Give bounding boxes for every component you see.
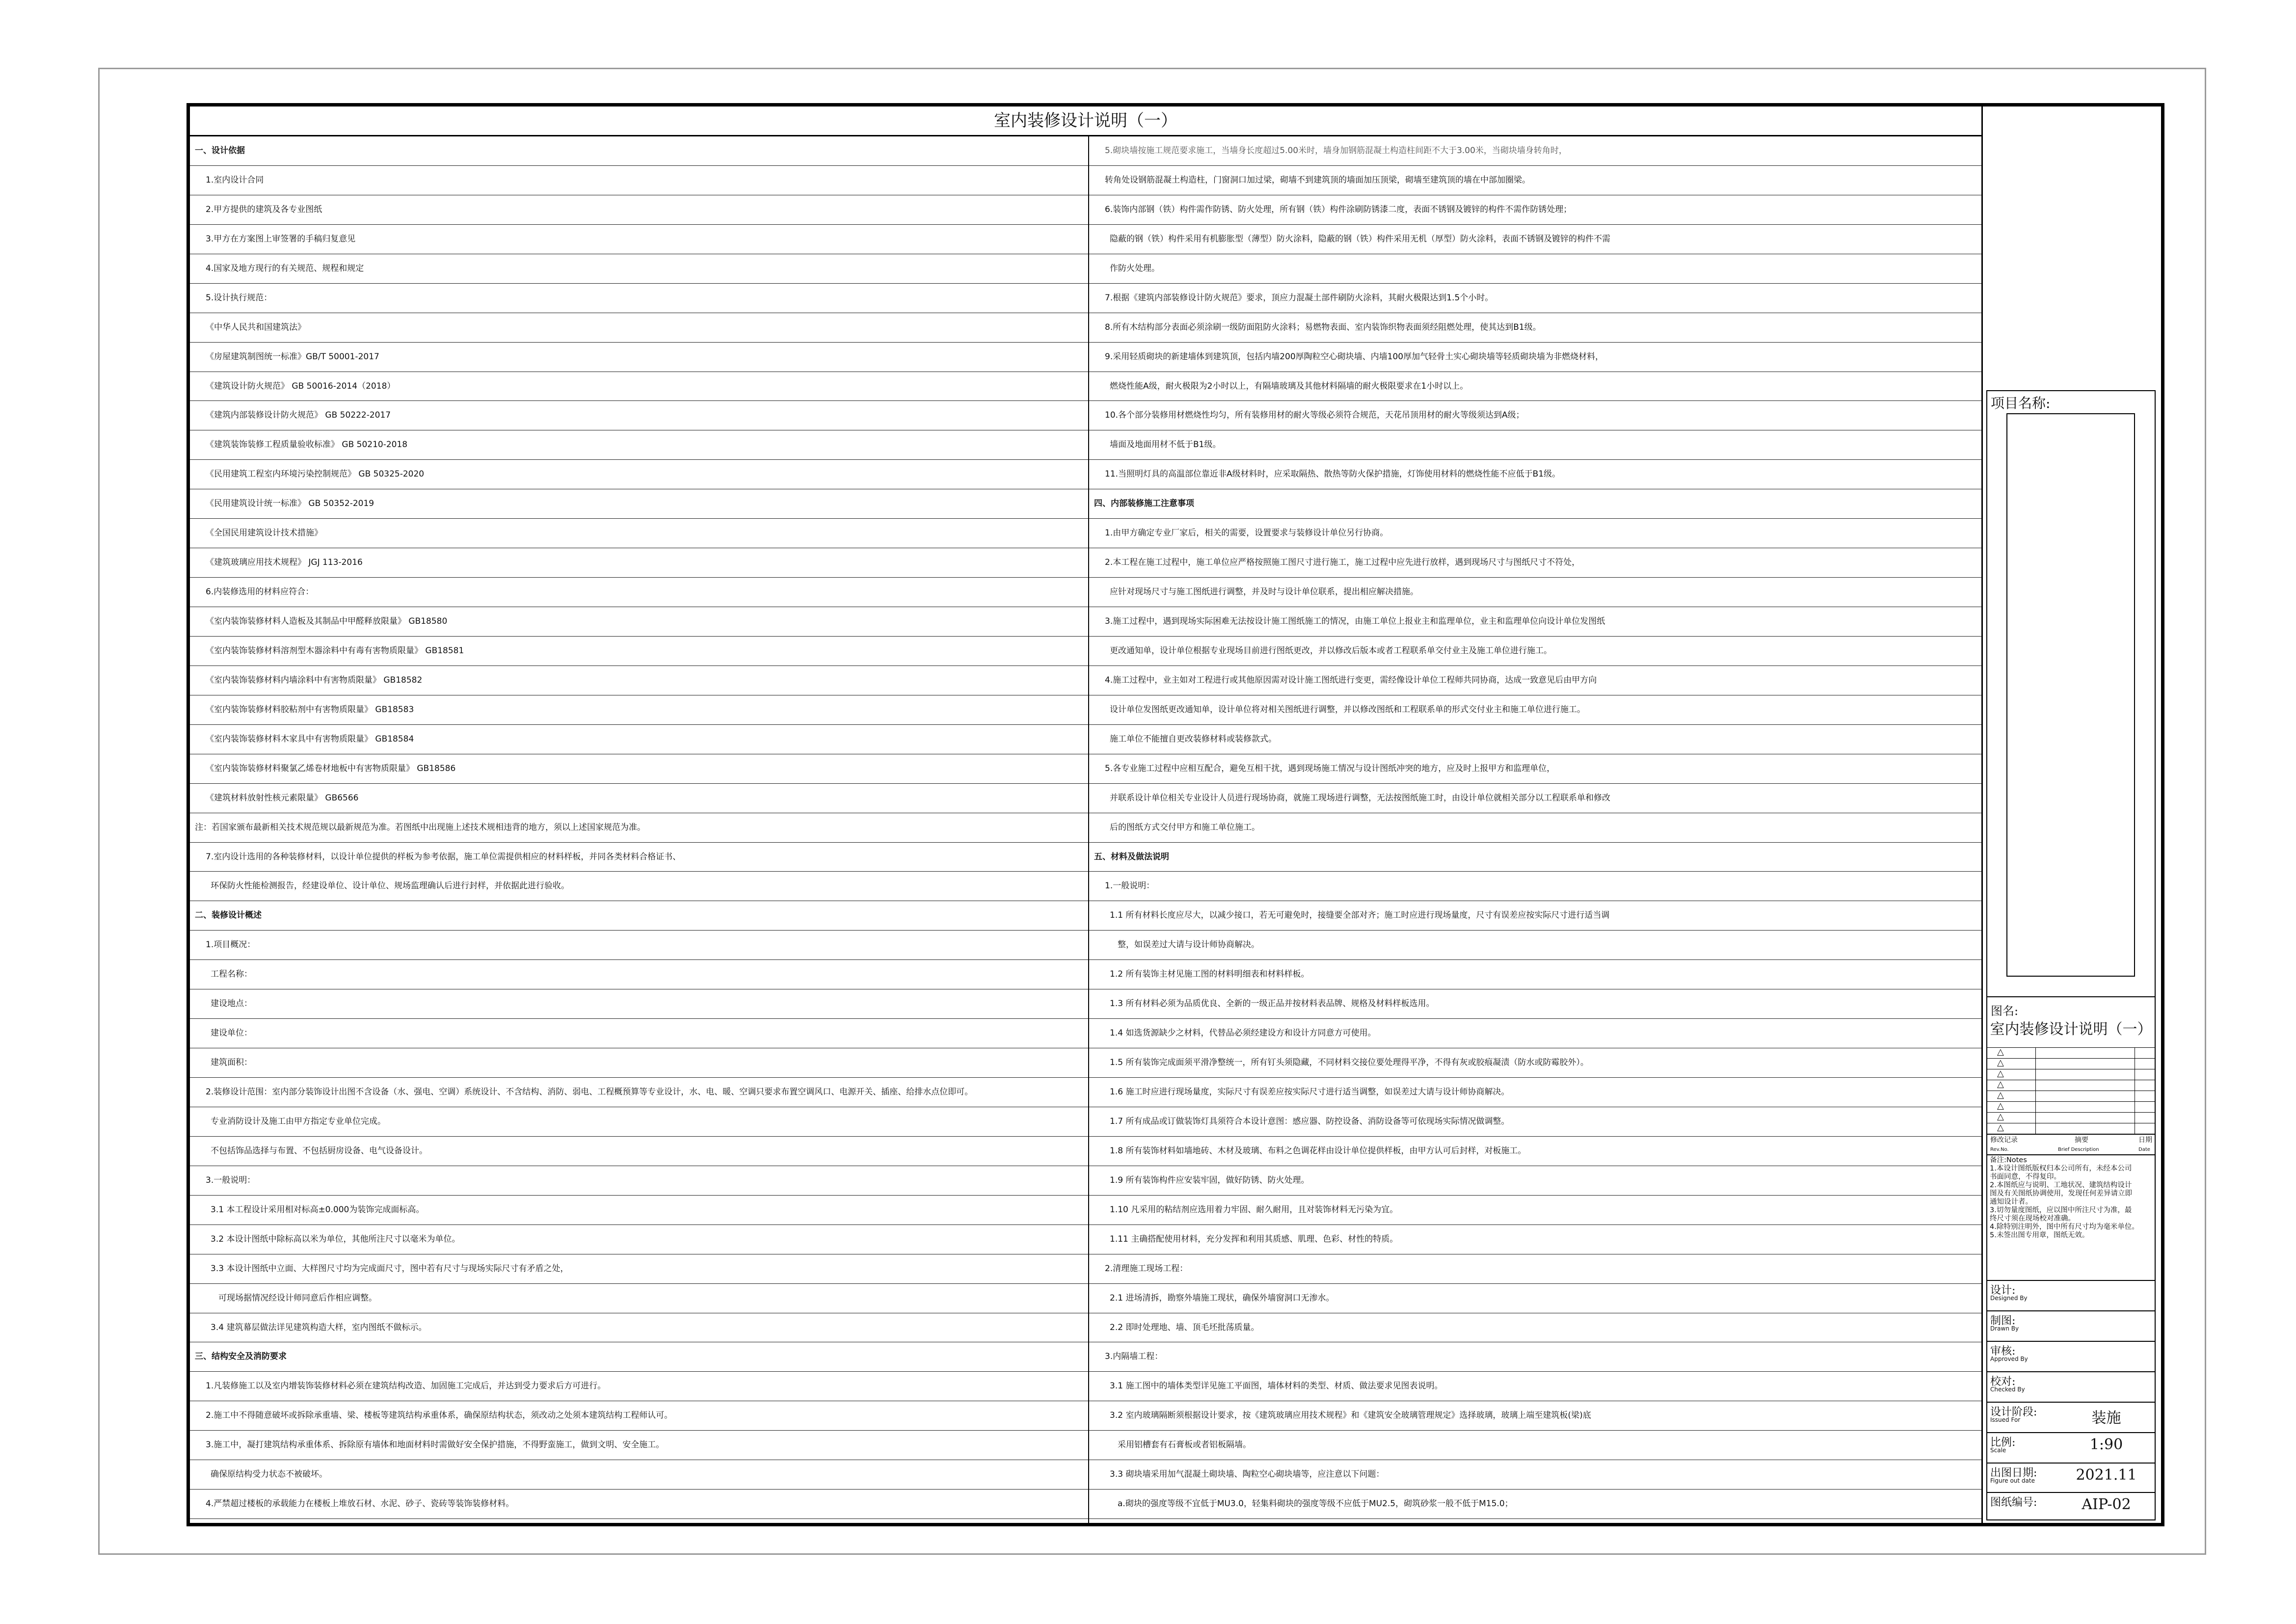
title-field (1986, 1463, 2156, 1492)
right-column (1089, 136, 1981, 1523)
spec-line: 3.甲方在方案图上审签署的手稿归复意见 (190, 225, 1088, 254)
title-field (1986, 1402, 2156, 1432)
field-label: 出图日期: (1990, 1467, 2037, 1479)
brief-description-label-en: Brief Description (2058, 1147, 2099, 1152)
title-block-divider (1986, 996, 2156, 997)
note-line: 1.本设计图纸版权归本公司所有，未经本公司 (1990, 1165, 2132, 1172)
date-label-en: Date (2138, 1147, 2150, 1152)
spec-line: 1.11 主确搭配使用材料，充分发挥和利用其质感、肌理、色彩、材性的特质。 (1089, 1225, 1981, 1254)
field-label: 图纸编号: (1990, 1496, 2037, 1509)
revision-row (1986, 1123, 2156, 1134)
spec-line: 应针对现场尺寸与施工图纸进行调整，并及时与设计单位联系，提出相应解决措施。 (1089, 578, 1981, 607)
spec-line: 4.施工过程中，业主如对工程进行或其他原因需对设计施工图纸进行变更，需经像设计单位工程师共同协商，达成一致意见后由甲方向 (1089, 666, 1981, 695)
field-label-en: Approved By (1990, 1356, 2028, 1362)
spec-line: 3.施工过程中，遇到现场实际困难无法按设计施工图纸施工的情况，由施工单位上报业主和监理单位，业主和监理单位向设计单位发图纸 (1089, 607, 1981, 637)
spec-line: 专业消防设计及施工由甲方指定专业单位完成。 (190, 1107, 1088, 1137)
spec-line: 四、内部装修施工注意事项 (1089, 489, 1981, 519)
title-field (1986, 1341, 2156, 1371)
spec-line: 三、结构安全及消防要求 (190, 1342, 1088, 1372)
spec-line: 4.国家及地方现行的有关规范、规程和规定 (190, 254, 1088, 284)
spec-line: 5.设计执行规范： (190, 284, 1088, 313)
notes-block (1990, 1156, 2155, 1240)
spec-line: 1.5 所有装饰完成面须平滑净整统一，所有钉头须隐藏，不同材料交接位要处理得平净，不得有灰或胶痕凝渍（防水或防霉胶外）。 (1089, 1048, 1981, 1078)
spec-line: 墙面及地面用材不低于B1级。 (1089, 430, 1981, 460)
spec-line: 8.所有木结构部分表面必须涂刷一级防面阻防火涂料；易燃物表面、室内装饰织物表面须经阻燃处理，使其达到B1级。 (1089, 313, 1981, 343)
revision-row (1986, 1080, 2156, 1091)
revision-triangle-icon: △ (1997, 1079, 2004, 1090)
spec-line: 3.1 本工程设计采用相对标高±0.000为装饰完成面标高。 (190, 1196, 1088, 1225)
spec-line: 6.装饰内部钢（铁）构件需作防锈、防火处理，所有钢（铁）构件涂刷防锈漆二度，表面不锈钢及镀锌的构件不需作防锈处理； (1089, 195, 1981, 225)
spec-line: 后的图纸方式交付甲方和施工单位施工。 (1089, 813, 1981, 843)
note-line: 图及有关图纸协调使用，发现任何差异请立即 (1990, 1190, 2132, 1198)
field-label-en: Drawn By (1990, 1325, 2019, 1332)
spec-line: 3.2 室内玻璃隔断须根据设计要求，按《建筑玻璃应用技术规程》和《建筑安全玻璃管理规定》选择玻璃，玻璃上端至建筑板(梁)底 (1089, 1401, 1981, 1431)
revision-row (1986, 1091, 2156, 1101)
field-value: 2021.11 (2076, 1466, 2137, 1484)
sheet-title: 室内装修设计说明（一） (190, 106, 1981, 136)
spec-line: 二、装修设计概述 (190, 901, 1088, 931)
field-label: 设计阶段: (1990, 1406, 2037, 1418)
spec-line: 2.1 进场清拆，勘察外墙施工现状，确保外墙窗洞口无渗水。 (1089, 1284, 1981, 1313)
title-field (1986, 1280, 2156, 1310)
spec-line: 《建筑设计防火规范》 GB 50016-2014（2018） (190, 372, 1088, 401)
spec-line: 3.4 建筑幕层做法详见建筑构造大样，室内图纸不做标示。 (190, 1313, 1088, 1343)
spec-line: a.砌块的强度等级不宜低于MU3.0，轻集料砌块的强度等级不应低于MU2.5，砌筑砂浆一般不低于M15.0； (1089, 1490, 1981, 1519)
field-label: 设计: (1990, 1284, 2016, 1297)
date-label: 日期 (2138, 1136, 2152, 1144)
field-label: 比例: (1990, 1437, 2016, 1449)
revision-triangle-icon: △ (1997, 1090, 2004, 1100)
field-value: AIP-02 (2082, 1496, 2131, 1513)
spec-line: 整，如误差过大请与设计师协商解决。 (1089, 931, 1981, 960)
spec-line: 《建筑材料放射性核元素限量》 GB6566 (190, 784, 1088, 813)
spec-line: 3.1 施工图中的墙体类型详见施工平面图，墙体材料的类型、材质、做法要求见图表说明。 (1089, 1372, 1981, 1401)
spec-line: 2.甲方提供的建筑及各专业图纸 (190, 195, 1088, 225)
project-name-label: 项目名称: (1991, 395, 2051, 411)
spec-line: 《建筑装饰装修工程质量验收标准》 GB 50210-2018 (190, 430, 1088, 460)
field-label: 审核: (1990, 1345, 2016, 1358)
project-name-box (2006, 413, 2135, 977)
spec-line: 6.内装修选用的材料应符合： (190, 578, 1088, 607)
spec-line: 9.采用轻质砌块的新建墙体到建筑顶，包括内墙200厚陶粒空心砌块墙、内墙100厚加气轻骨土实心砌块墙等轻质砌块墙为非燃烧材料， (1089, 343, 1981, 372)
spec-line: 2.2 即时处理地、墙、顶毛坯批荡质量。 (1089, 1313, 1981, 1343)
rev-no-label-en: Rev.No. (1990, 1147, 2009, 1152)
revision-row (1986, 1069, 2156, 1080)
field-label: 制图: (1990, 1315, 2016, 1327)
field-value: 装施 (2091, 1410, 2121, 1427)
spec-line: 5.各专业施工过程中应相互配合，避免互相干扰，遇到现场施工情况与设计图纸冲突的地方，应及时上报甲方和监理单位， (1089, 754, 1981, 784)
spec-line: 10.各个部分装修用材燃烧性均匀，所有装修用材的耐火等级必须符合规范，天花吊顶用材的耐火等级须达到A级； (1089, 401, 1981, 430)
drawing-name-label: 图名: (1991, 1004, 2019, 1018)
revision-header (1986, 1134, 2156, 1155)
spec-line: 3.内隔墙工程： (1089, 1342, 1981, 1372)
spec-line: 《室内装饰装修材料聚氯乙烯卷材地板中有害物质限量》 GB18586 (190, 754, 1088, 784)
spec-line: 2.施工中不得随意破坏或拆除承重墙、梁、楼板等建筑结构承重体系，确保原结构状态，须改动之处须本建筑结构工程师认可。 (190, 1401, 1088, 1431)
spec-line: 《民用建筑设计统一标准》 GB 50352-2019 (190, 489, 1088, 519)
spec-line: 3.一般说明： (190, 1166, 1088, 1196)
revision-row (1986, 1058, 2156, 1069)
spec-line: 《室内装饰装修材料胶粘剂中有害物质限量》 GB18583 (190, 695, 1088, 725)
spec-line: 五、材料及做法说明 (1089, 843, 1981, 872)
note-line: 5.未签出图专用章，图纸无效。 (1990, 1231, 2089, 1239)
spec-line: 燃烧性能A级，耐火极限为2小时以上，有隔墙玻璃及其他材料隔墙的耐火极限要求在1小时以上。 (1089, 372, 1981, 401)
title-field (1986, 1371, 2156, 1402)
spec-line: 11.当照明灯具的高温部位靠近非A级材料时，应采取隔热、散热等防火保护措施，灯饰使用材料的燃烧性能不应低于B1级。 (1089, 460, 1981, 489)
spec-line: 环保防火性能检测报告，经建设单位、设计单位、规场监理确认后进行封样，并依据此进行验收。 (190, 872, 1088, 901)
spec-line: 《民用建筑工程室内环境污染控制规范》 GB 50325-2020 (190, 460, 1088, 489)
spec-line: 2.本工程在施工过程中，施工单位应严格按照施工图尺寸进行施工，施工过程中应先进行放样，遇到现场尺寸与图纸尺寸不符处， (1089, 548, 1981, 578)
spec-line: 1.1 所有材料长度应尽大，以减少接口，若无可避免时，接缝要全部对齐；施工时应进行现场量度，尺寸有误差应按实际尺寸进行适当调 (1089, 901, 1981, 931)
revision-triangle-icon: △ (1997, 1101, 2004, 1111)
spec-line: 1.4 如选货源缺少之材料，代替品必须经建设方和设计方同意方可使用。 (1089, 1019, 1981, 1048)
drawing-name: 室内装修设计说明（一） (1990, 1021, 2152, 1038)
spec-line: 可现场据情况经设计师同意后作相应调整。 (190, 1284, 1088, 1313)
field-label-en: Designed By (1990, 1295, 2028, 1302)
spec-line: 1.7 所有成品或订做装饰灯具须符合本设计意图：感应器、防控设备、消防设备等可依现场实际情况做调整。 (1089, 1107, 1981, 1137)
spec-line: 《全国民用建筑设计技术措施》 (190, 519, 1088, 548)
note-line: 书面同意，不得复印。 (1990, 1173, 2061, 1181)
spec-line: 7.室内设计选用的各种装修材料，以设计单位提供的样板为参考依据，施工单位需提供相应的材料样板，并同各类材料合格证书、 (190, 843, 1088, 872)
spec-line: 1.9 所有装饰构件应安装牢固，做好防锈、防火处理。 (1089, 1166, 1981, 1196)
spec-line: 《室内装饰装修材料人造板及其制品中甲醛释放限量》 GB18580 (190, 607, 1088, 637)
field-label-en: Scale (1990, 1447, 2006, 1454)
field-label-en: Checked By (1990, 1386, 2025, 1393)
spec-line: 《房屋建筑制图统一标准》GB/T 50001-2017 (190, 343, 1088, 372)
note-line: 2.本图纸应与说明、工地状况、建筑结构设计 (1990, 1181, 2132, 1189)
spec-line: 1.一般说明： (1089, 872, 1981, 901)
spec-line: 1.由甲方确定专业厂家后，相关的需要，设置要求与装修设计单位另行协商。 (1089, 519, 1981, 548)
spec-line: 确保原结构受力状态不被破坏。 (190, 1460, 1088, 1490)
title-field (1986, 1310, 2156, 1341)
revision-triangle-icon: △ (1997, 1058, 2004, 1068)
revision-triangle-icon: △ (1997, 1112, 2004, 1122)
field-value: 1:90 (2089, 1436, 2123, 1453)
spec-line: 3.3 砌块墙采用加气混凝土砌块墙、陶粒空心砌块墙等，应注意以下问题： (1089, 1460, 1981, 1490)
spec-line: 5.砌块墙按施工规范要求施工，当墙身长度超过5.00米时，墙身加钢筋混凝土构造柱间距不大于3.00米，当砌块墙身转角时， (1089, 136, 1981, 166)
spec-line: 1.8 所有装饰材料如墙地砖、木材及玻璃、布料之色调花样由设计单位提供样板，由甲方认可后封样，对板施工。 (1089, 1137, 1981, 1166)
spec-line: 1.2 所有装饰主材见施工图的材料明细表和材料样板。 (1089, 960, 1981, 989)
spec-line: 并联系设计单位相关专业设计人员进行现场协商，就施工现场进行调整，无法按图纸施工时，由设计单位就相关部分以工程联系单和修改 (1089, 784, 1981, 813)
brief-description-label: 摘要 (2075, 1136, 2088, 1144)
spec-line: 工程名称： (190, 960, 1088, 989)
spec-line: 建设单位： (190, 1019, 1088, 1048)
spec-line: 1.项目概况： (190, 931, 1088, 960)
spec-line: 建筑面积： (190, 1048, 1088, 1078)
spec-line: 1.10 凡采用的粘结剂应选用着力牢固、耐久耐用，且对装饰材料无污染为宜。 (1089, 1196, 1981, 1225)
field-label: 校对: (1990, 1376, 2016, 1388)
spec-line: 转角处设钢筋混凝土构造柱，门窗洞口加过梁，砌墙不到建筑顶的墙面加压顶梁，砌墙至建筑顶的墙在中部加圈梁。 (1089, 166, 1981, 195)
spec-line: 施工单位不能擅自更改装修材料或装修款式。 (1089, 725, 1981, 754)
revision-row (1986, 1101, 2156, 1112)
title-field (1986, 1492, 2156, 1520)
note-line: 备注:Notes (1990, 1156, 2027, 1164)
field-label-en: Figure out date (1990, 1477, 2035, 1484)
spec-line: 《中华人民共和国建筑法》 (190, 313, 1088, 343)
spec-line: 1.室内设计合同 (190, 166, 1088, 195)
spec-line: 4.严禁超过楼板的承载能力在楼板上堆放石材、水泥、砂子、瓷砖等装饰装修材料。 (190, 1490, 1088, 1519)
note-line: 3.切勿量度图纸，应以图中所注尺寸为准，最 (1990, 1206, 2132, 1214)
spec-line: 建设地点： (190, 989, 1088, 1019)
rev-no-label: 修改记录 (1990, 1136, 2018, 1144)
spec-line: 更改通知单，设计单位根据专业现场目前进行图纸更改，并以修改后版本或者工程联系单交付业主及施工单位进行施工。 (1089, 637, 1981, 666)
spec-line: 2.清理施工现场工程： (1089, 1254, 1981, 1284)
spec-line: 1.凡装修施工以及室内增装饰装修材料必须在建筑结构改造、加固施工完成后，并达到受力要求后方可进行。 (190, 1372, 1088, 1401)
spec-line: 7.根据《建筑内部装修设计防火规范》要求，顶应力混凝土部件刷防火涂料，其耐火极限达到1.5个小时。 (1089, 284, 1981, 313)
spec-line: 《室内装饰装修材料内墙涂料中有害物质限量》 GB18582 (190, 666, 1088, 695)
field-label-en: Issued For (1990, 1416, 2021, 1423)
specification-sheet (190, 106, 1983, 1523)
spec-line: 不包括饰品选择与布置、不包括厨房设备、电气设备设计。 (190, 1137, 1088, 1166)
revision-triangle-icon: △ (1997, 1122, 2004, 1133)
spec-line: 2.装修设计范围：室内部分装饰设计出图不含设备（水、强电、空调）系统设计、不含结构、消防、弱电、工程概预算等专业设计，水、电、暖、空调只要求布置空调风口、电源开关、插座、给排水点位即可。 (190, 1078, 1088, 1107)
revision-row (1986, 1112, 2156, 1123)
spec-line: 《室内装饰装修材料木家具中有害物质限量》 GB18584 (190, 725, 1088, 754)
spec-line: 设计单位发图纸更改通知单，设计单位将对相关图纸进行调整，并以修改图纸和工程联系单的形式交付业主和施工单位进行施工。 (1089, 695, 1981, 725)
spec-line: 作防火处理。 (1089, 254, 1981, 284)
revision-triangle-icon: △ (1997, 1047, 2004, 1057)
note-line: 4.除特别注明外，图中所有尺寸均为毫米单位。 (1990, 1223, 2139, 1231)
spec-line: 注：若国家颁布最新相关技术规范规以最新规范为准。若图纸中出现施上述技术规相违背的地方，须以上述国家规范为准。 (190, 813, 1088, 843)
spec-line: 3.施工中，凝打建筑结构承重体系、拆除原有墙体和地面材料时需做好安全保护措施，不得野蛮施工，做到文明、安全施工。 (190, 1431, 1088, 1460)
spec-line: 1.6 施工时应进行现场量度，实际尺寸有误差应按实际尺寸进行适当调整，如误差过大请与设计师协商解决。 (1089, 1078, 1981, 1107)
spec-line: 一、设计依据 (190, 136, 1088, 166)
note-line: 通知设计者。 (1990, 1198, 2032, 1206)
note-line: 终尺寸须在现场校对准确。 (1990, 1215, 2075, 1223)
left-column (190, 136, 1089, 1523)
revision-row (1986, 1047, 2156, 1058)
spec-line: 《建筑内部装修设计防火规范》 GB 50222-2017 (190, 401, 1088, 430)
spec-line: 3.3 本设计图纸中立面、大样图尺寸均为完成面尺寸，图中若有尺寸与现场实际尺寸有矛盾之处， (190, 1254, 1088, 1284)
revision-triangle-icon: △ (1997, 1068, 2004, 1079)
spec-line: 《室内装饰装修材料溶剂型木器涂料中有毒有害物质限量》 GB18581 (190, 637, 1088, 666)
spec-line: 《建筑玻璃应用技术规程》 JGJ 113-2016 (190, 548, 1088, 578)
title-field (1986, 1432, 2156, 1463)
spec-line: 1.3 所有材料必须为品质优良、全新的一级正品并按材料表品牌、规格及材料样板选用。 (1089, 989, 1981, 1019)
spec-line: 采用铝槽套有石膏板或者铝板隔墙。 (1089, 1431, 1981, 1460)
spec-line: 3.2 本设计图纸中除标高以米为单位，其他所注尺寸以毫米为单位。 (190, 1225, 1088, 1254)
spec-line: 隐蔽的钢（铁）构件采用有机膨胀型（薄型）防火涂料，隐蔽的钢（铁）构件采用无机（厚型）防火涂料，表面不锈钢及镀锌的构件不需 (1089, 225, 1981, 254)
